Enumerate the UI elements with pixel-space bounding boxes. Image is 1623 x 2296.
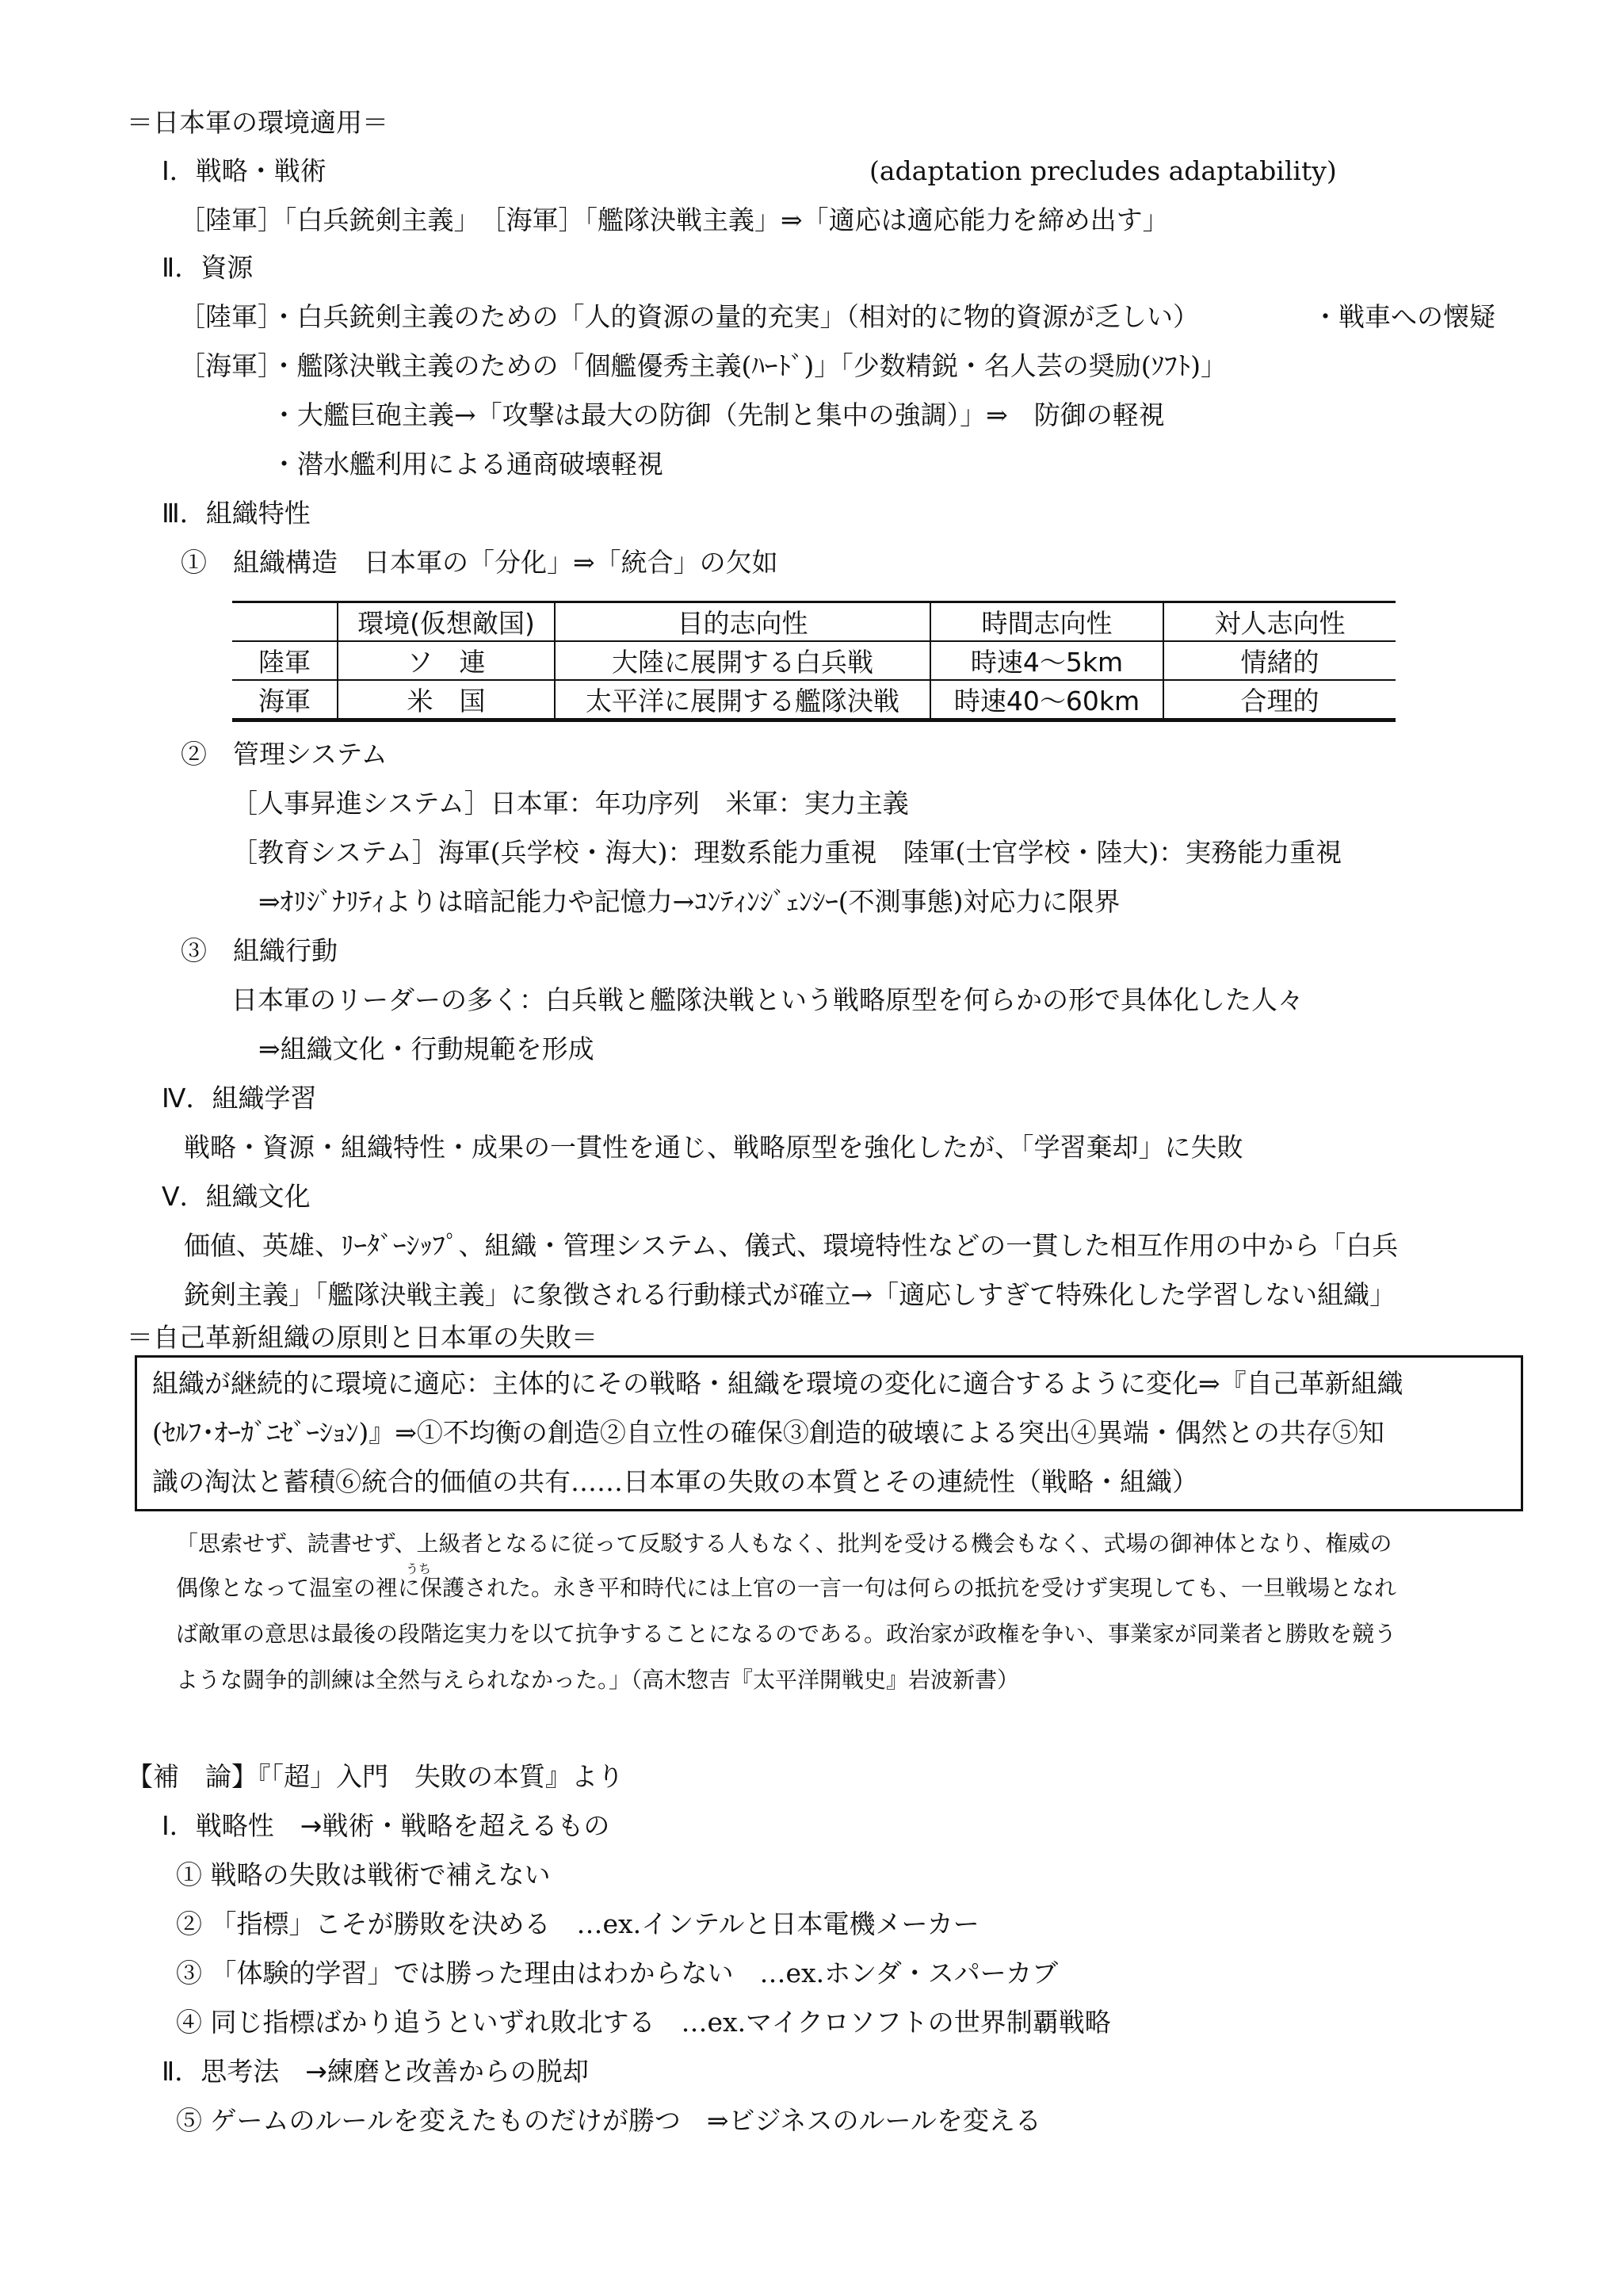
english-note: (adaptation precludes adaptability) <box>869 155 1337 186</box>
supplement-item-4: ④ 同じ指標ばかり追うといずれ敗北する …ex.マイクロソフトの世界制覇戦略 <box>176 2007 1111 2038</box>
quote-line-4: ような闘争的訓練は全然与えられなかった。」（高木惣吉『太平洋開戦史』岩波新書） <box>176 1667 1020 1693</box>
quote-line-2: 偶像となって温室の裡に保護された。永き平和時代には上官の一言一句は何らの抵抗を受けず実現しても、一旦戦場となれ <box>176 1575 1397 1601</box>
table-cell: 陸軍 <box>232 641 338 680</box>
section-title-self-renewal: ＝自己革新組織の原則と日本軍の失敗＝ <box>127 1322 598 1353</box>
table-cell: ソ 連 <box>338 641 555 680</box>
resources-army-right: ・戦車への懐疑 <box>1312 301 1495 332</box>
table-header <box>232 602 338 642</box>
education-result-line: ⇒ｵﾘｼﾞﾅﾘﾃｨよりは暗記能力や記憶力→ｺﾝﾃｨﾝｼﾞｪﾝｼｰ(不測事態)対応力に限界 <box>258 886 1121 917</box>
org-structure-line: ① 組織構造 日本軍の「分化」⇒「統合」の欠如 <box>181 547 778 578</box>
supplement-item-1: ① 戦略の失敗は戦術で補えない <box>176 1859 551 1890</box>
table-header: 目的志向性 <box>555 602 930 642</box>
heading-org-learning: Ⅳ．組織学習 <box>162 1083 317 1114</box>
org-behavior-heading: ③ 組織行動 <box>181 935 338 966</box>
table-cell: 情緒的 <box>1163 641 1396 680</box>
table-header: 対人志向性 <box>1163 602 1396 642</box>
supplement-item-2: ② 「指標」こそが勝敗を決める …ex.インテルと日本電機メーカー <box>176 1908 980 1939</box>
education-system-line: ［教育システム］海軍(兵学校・海大)：理数系能力重視 陸軍(士官学校・陸大)：実務能力重視 <box>231 837 1342 868</box>
table-cell: 米 国 <box>338 680 555 720</box>
table-cell: 合理的 <box>1163 680 1396 720</box>
table-cell: 大陸に展開する白兵戦 <box>555 641 930 680</box>
org-learning-line: 戦略・資源・組織特性・成果の一貫性を通じ、戦略原型を強化したが、「学習棄却」に失敗 <box>184 1132 1243 1163</box>
supplement-title: 【補 論】『「超」入門 失敗の本質』より <box>127 1761 624 1792</box>
box-line-1: 組織が継続的に環境に適応：主体的にその戦略・組織を環境の変化に適合するように変化⇒『自己革新組織 <box>152 1368 1403 1399</box>
table-cell: 海軍 <box>232 680 338 720</box>
heading-thinking: Ⅱ．思考法 →練磨と改善からの脱却 <box>162 2056 589 2087</box>
supplement-item-5: ⑤ ゲームのルールを変えたものだけが勝つ ⇒ビジネスのルールを変える <box>176 2105 1041 2136</box>
table-header: 時間志向性 <box>930 602 1163 642</box>
promotion-system-line: ［人事昇進システム］日本軍：年功序列 米軍：実力主義 <box>231 788 909 819</box>
quote-line-3: ば敵軍の意思は最後の段階迄実力を以て抗争することになるのである。政治家が政権を争い、事業家が同業者と勝敗を競う <box>176 1621 1397 1647</box>
table-row <box>232 680 1396 720</box>
heading-strategic: Ⅰ．戦略性 →戦術・戦略を超えるもの <box>162 1810 610 1841</box>
table-cell: 時速40～60km <box>930 680 1163 720</box>
box-line-3: 識の淘汰と蓄積⑥統合的価値の共有……日本軍の失敗の本質とその連続性（戦略・組織） <box>152 1466 1198 1497</box>
table-cell: 時速4～5km <box>930 641 1163 680</box>
org-behavior-line-1: 日本軍のリーダーの多く：白兵戦と艦隊決戦という戦略原型を何らかの形で具体化した人々 <box>231 984 1304 1015</box>
quote-ruby: うち <box>406 1561 432 1576</box>
supplement-item-3: ③ 「体験的学習」では勝った理由はわからない …ex.ホンダ・スパーカブ <box>176 1958 1059 1988</box>
org-culture-line-2: 銃剣主義」「艦隊決戦主義」に象徴される行動様式が確立→「適応しすぎて特殊化した学習しない組織」 <box>184 1279 1396 1310</box>
table-header: 環境(仮想敵国) <box>338 602 555 642</box>
heading-org-characteristics: Ⅲ．組織特性 <box>162 498 311 529</box>
resources-navy-line-3: ・潜水艦利用による通商破壊軽視 <box>271 449 663 479</box>
resources-navy-line-2: ・大艦巨砲主義→「攻撃は最大の防御（先制と集中の強調）」⇒ 防御の軽視 <box>271 399 1165 430</box>
resources-army-line: ［陸軍］・白兵銃剣主義のための「人的資源の量的充実」（相対的に物的資源が乏しい） <box>179 301 1199 332</box>
org-culture-line-1: 価値、英雄、ﾘｰﾀﾞｰｼｯﾌﾟ、組織・管理システム、儀式、環境特性などの一貫した相互作用の中から「白兵 <box>184 1230 1399 1261</box>
comparison-table <box>232 601 1396 722</box>
box-line-2: (ｾﾙﾌ･ｵｰｶﾞﾆｾﾞｰｼｮﾝ)』⇒①不均衡の創造②自立性の確保③創造的破壊による突出④異端・偶然との共存⑤知 <box>152 1417 1384 1448</box>
quote-line-1: 「思索せず、読書せず、上級者となるに従って反駁する人もなく、批判を受ける機会もなく、式場の御神体となり、権威の <box>176 1530 1392 1557</box>
heading-org-culture: Ⅴ．組織文化 <box>162 1181 311 1212</box>
management-system-heading: ② 管理システム <box>181 739 388 770</box>
org-behavior-line-2: ⇒組織文化・行動規範を形成 <box>258 1033 594 1064</box>
table-cell: 太平洋に展開する艦隊決戦 <box>555 680 930 720</box>
section-title-environment: ＝日本軍の環境適用＝ <box>127 107 388 138</box>
heading-strategy-tactics: Ⅰ．戦略・戦術 <box>162 155 327 186</box>
heading-resources: Ⅱ．資源 <box>162 252 254 283</box>
strategy-line: ［陸軍］「白兵銃剣主義」 ［海軍］「艦隊決戦主義」⇒「適応は適応能力を締め出す」 <box>179 204 1169 235</box>
table-row <box>232 641 1396 680</box>
table-header-row <box>232 602 1396 642</box>
resources-navy-line-1: ［海軍］・艦隊決戦主義のための「個艦優秀主義(ﾊｰﾄﾞ)」「少数精鋭・名人芸の奨励(ｿﾌﾄ)」 <box>179 350 1227 381</box>
